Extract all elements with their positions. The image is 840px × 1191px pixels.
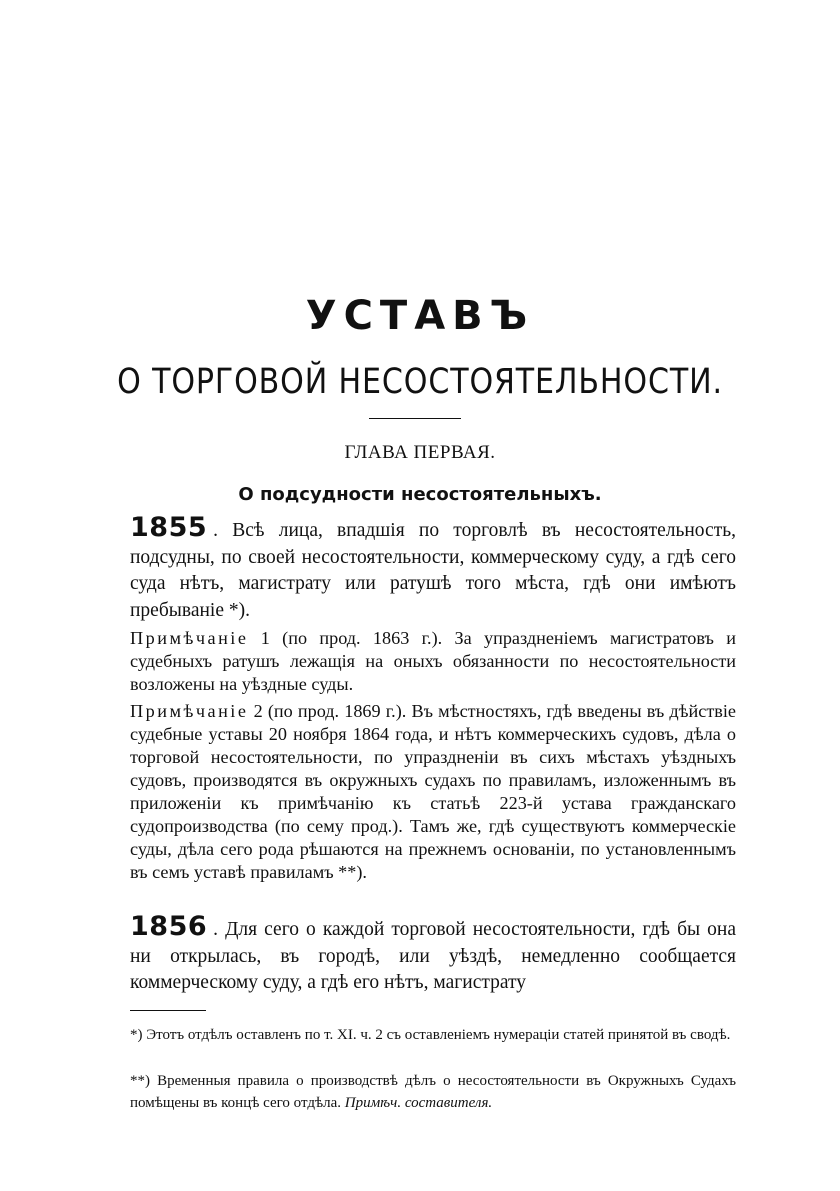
footnote-marker: *) — [130, 1027, 143, 1043]
article-number: 1856 — [130, 911, 208, 942]
chapter-heading: ГЛАВА ПЕРВАЯ. — [344, 442, 496, 463]
note-text: 2 (по прод. 1869 г.). Въ мѣстностяхъ, гдѣ введены въ дѣйствіе судебные уставы 20 ноября 1864 года, и нѣтъ коммерческихъ судовъ, дѣла о торговой несостоятельности, по упраздненіи въ сихъ мѣстахъ уѣздныхъ судовъ, производятся въ окружныхъ судахъ по правиламъ, изложеннымъ въ приложеніи къ примѣчанію къ статьѣ 223-й устава гражданскаго судопроизводства (по сему прод.). Тамъ же, гдѣ существуютъ коммерческіе суды, дѣла сего рода рѣшаются на прежнемъ основаніи, по установленнымъ въ семъ уставѣ правиламъ **). — [130, 701, 736, 882]
footnote-1 — [130, 1024, 736, 1046]
article-number: 1855 — [130, 512, 208, 543]
article-text: . Для сего о каждой торговой несостоятельности, гдѣ бы она ни открылась, въ городѣ, или уѣздѣ, немедленно сообщается коммерческому суду, а гдѣ его нѣтъ, магистрату — [130, 919, 736, 993]
note-label: Примѣчаніе — [130, 701, 249, 721]
footnote-text: Этотъ отдѣлъ оставленъ по т. XI. ч. 2 съ оставленіемъ нумераціи статей принятой въ сводѣ. — [142, 1027, 731, 1043]
note-2 — [130, 700, 736, 884]
note-text: 1 (по прод. 1863 г.). За упраздненіемъ магистратовъ и судебныхъ ратушъ лежащія на оныхъ обязанности по несостоятельности возложены на уѣздные суды. — [130, 628, 736, 694]
article-text: . Всѣ лица, впадшія по торговлѣ въ несостоятельность, подсудны, по своей несостоятельности, коммерческому суду, а гдѣ сего суда нѣтъ, магистрату или ратушѣ того мѣста, гдѣ они имѣютъ пребываніе *). — [130, 520, 736, 621]
footnote-2 — [130, 1070, 736, 1114]
document-title: УСТАВЪ — [305, 293, 535, 339]
article-1856 — [130, 911, 736, 997]
footnote-divider — [130, 1010, 206, 1011]
title-divider — [369, 418, 461, 419]
section-heading: О подсудности несостоятельныхъ. — [238, 484, 602, 505]
article-1855 — [130, 512, 736, 624]
document-subtitle: О ТОРГОВОЙ НЕСОСТОЯТЕЛЬНОСТИ. — [117, 362, 723, 402]
footnote-marker: **) — [130, 1073, 150, 1089]
footnote-signature: Примѣч. составителя. — [344, 1095, 493, 1111]
note-label: Примѣчаніе — [130, 628, 249, 648]
footnote-text: Временныя правила о производствѣ дѣлъ о несостоятельности въ Окружныхъ Судахъ помѣщены въ концѣ сего отдѣла. — [130, 1073, 736, 1111]
note-1 — [130, 627, 736, 696]
